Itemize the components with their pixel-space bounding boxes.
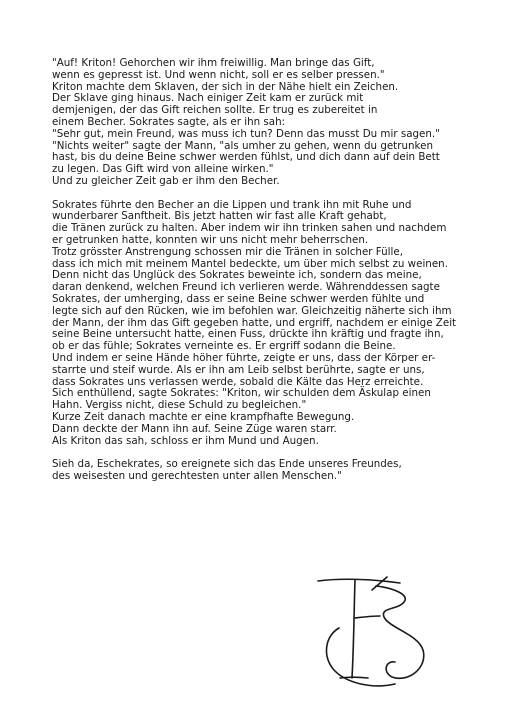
text-line: Sokrates, der umherging, dass er seine Beine schwer werden fühlte und: [52, 292, 425, 305]
text-line: wenn es gepresst ist. Und wenn nicht, soll er es selber pressen.": [52, 68, 385, 81]
text-line: Trotz grösster Anstrengung schossen mir die Tränen in solcher Fülle,: [52, 245, 404, 258]
text-line: wunderbarer Sanftheit. Bis jetzt hatten wir fast alle Kraft gehabt,: [52, 210, 387, 223]
paragraph-gap: [52, 188, 502, 200]
text-line: Als Kriton das sah, schloss er ihm Mund und Augen.: [52, 434, 319, 447]
text-line: Kriton machte dem Sklaven, der sich in der Nähe hielt ein Zeichen.: [52, 80, 399, 93]
text-line: Sich enthüllend, sagte Sokrates: "Kriton, wir schulden dem Äskulap einen: [52, 387, 431, 400]
text-line: einem Becher. Sokrates sagte, als er ihn sah:: [52, 115, 286, 128]
text-line: starrte und steif wurde. Als er ihn am Leib selbst berührte, sagte er uns,: [52, 363, 425, 376]
text-line: Und zu gleicher Zeit gab er ihm den Becher.: [52, 174, 280, 187]
text-line: dass Sokrates uns verlassen werde, sobald die Kälte das Herz erreichte.: [52, 375, 424, 388]
text-line: Und indem er seine Hände höher führte, zeigte er uns, dass der Körper er-: [52, 351, 436, 364]
text-line: er getrunken hatte, konnten wir uns nicht mehr beherrschen.: [52, 233, 369, 246]
text-line: Denn nicht das Unglück des Sokrates beweinte ich, sondern das meine,: [52, 269, 422, 282]
text-line: "Nichts weiter" sagte der Mann, "als umher zu gehen, wenn du getrunken: [52, 139, 433, 152]
text-line: legte sich auf den Rücken, wie im befohlen war. Gleichzeitig näherte sich ihm: [52, 304, 452, 317]
monogram-signature: [312, 570, 452, 690]
text-line: Hahn. Vergiss nicht, diese Schuld zu begleichen.": [52, 399, 307, 412]
document-body: [52, 58, 502, 483]
text-line: zu legen. Das Gift wird von alleine wirken.": [52, 163, 274, 176]
paragraph-1: [52, 58, 502, 188]
paragraph-3: [52, 459, 502, 483]
monogram-f-stem: [352, 580, 355, 678]
monogram-f-top-bar: [318, 579, 400, 583]
text-line: "Sehr gut, mein Freund, was muss ich tun? Denn das musst Du mir sagen.": [52, 127, 440, 140]
text-line: Sokrates führte den Becher an die Lippen und trank ihn mit Ruhe und: [52, 198, 412, 211]
text-line: Dann deckte der Mann ihn auf. Seine Züge waren starr.: [52, 422, 337, 435]
text-line: dass ich mich mit meinem Mantel bedeckte, um über mich selbst zu weinen.: [52, 257, 448, 270]
text-line: ob er das fühle; Sokrates verneinte es. Er ergriff sodann die Beine.: [52, 340, 396, 353]
text-line: der Mann, der ihm das Gift gegeben hatte, und ergriff, nachdem er einige Zeit: [52, 316, 457, 329]
text-line: hast, bis du deine Beine schwer werden fühlst, und dich dann auf dein Bett: [52, 151, 440, 164]
text-line: "Auf! Kriton! Gehorchen wir ihm freiwillig. Man bringe das Gift,: [52, 57, 375, 69]
text-line: seine Beine untersucht hatte, einen Fuss, drückte ihn kräftig und fragte ihn,: [52, 328, 444, 341]
text-line: Der Sklave ging hinaus. Nach einiger Zeit kam er zurück mit: [52, 92, 364, 105]
text-line: Sieh da, Eschekrates, so ereignete sich das Ende unseres Freundes,: [52, 458, 402, 471]
monogram-s-curve: [376, 586, 424, 678]
text-line: daran denkend, welchen Freund ich verlieren werde. Währenddessen sagte: [52, 281, 440, 294]
monogram-f-mid-bar: [355, 616, 380, 618]
monogram-f-base: [340, 677, 368, 678]
paragraph-2: [52, 200, 502, 448]
text-line: demjenigen, der das Gift reichen sollte. Er trug es zubereitet in: [52, 104, 378, 117]
text-line: Kurze Zeit danach machte er eine krampfhafte Bewegung.: [52, 410, 355, 423]
text-line: des weisesten und gerechtesten unter allen Menschen.": [52, 469, 342, 482]
text-line: die Tränen zurück zu halten. Aber indem wir ihn trinken sahen und nachdem: [52, 222, 447, 235]
